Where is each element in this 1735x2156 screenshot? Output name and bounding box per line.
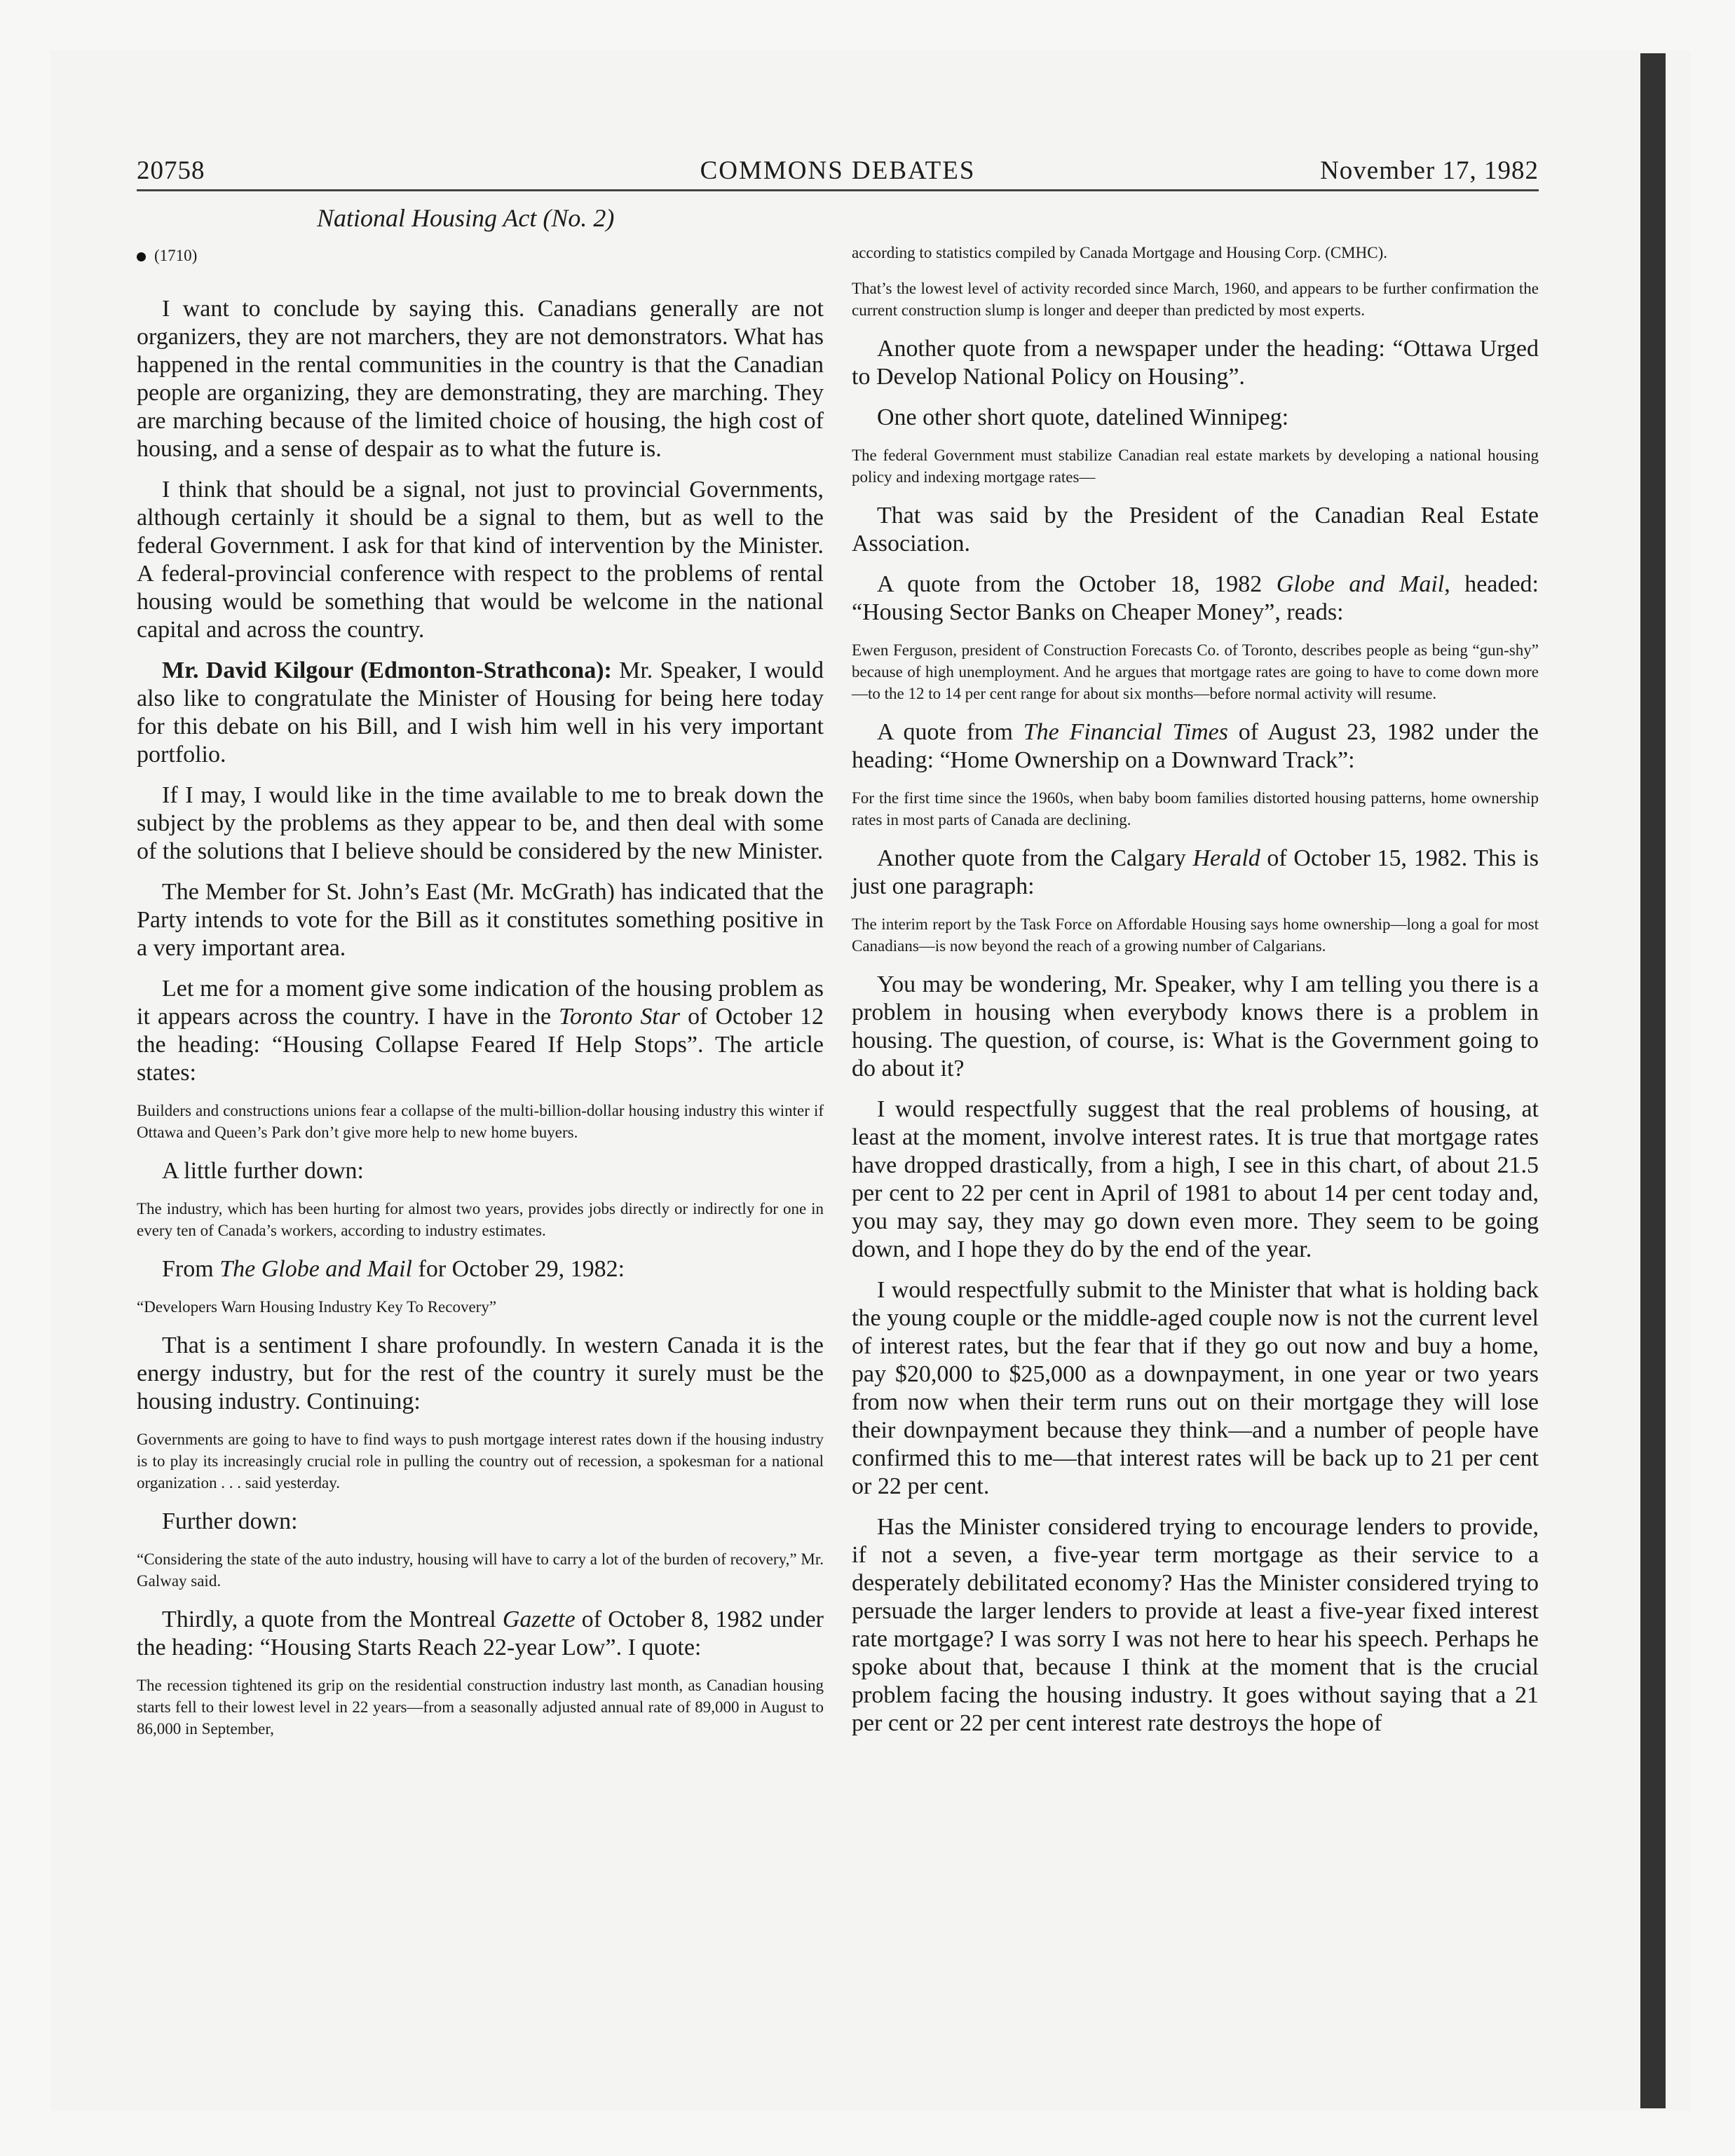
paragraph	[137, 1255, 824, 1283]
publication-name: The Globe and Mail	[219, 1256, 412, 1282]
publication-name: Globe and Mail	[1276, 571, 1445, 597]
paragraph-text: Thirdly, a quote from the Montreal	[162, 1606, 503, 1632]
paragraph-text: of October 12 the heading: “Housing Collapse Feared If Help Stops”. The article states:	[137, 1004, 824, 1086]
left-column-body	[137, 295, 824, 1740]
paragraph-text: A quote from	[877, 719, 1023, 745]
page-header	[137, 153, 1539, 191]
time-marker-text: (1710)	[154, 247, 198, 264]
bullet-icon	[137, 252, 146, 261]
publication-name: Herald	[1192, 845, 1260, 871]
paragraph: That was said by the President of the Canadian Real Estate Association.	[852, 503, 1539, 557]
block-quote: The federal Government must stabilize Canadian real estate markets by developing a national housing policy and indexing mortgage rates—	[852, 446, 1539, 486]
paragraph-text: of October 8, 1982 under the heading: “Housing Starts Reach 22-year Low”. I quote:	[137, 1606, 824, 1660]
paragraph: I would respectfully submit to the Minister that what is holding back the young couple or the middle-aged couple now is not the current level of interest rates, but the fear that if they go out now and buy a home, pay $20,000 to $25,000 as a downpayment, in one year or two years from now when their term runs out on their mortgage they will lose their downpayment because they think—and a number of people have confirmed this to me—that interest rates will be back up to 21 per cent or 22 per cent.	[852, 1277, 1539, 1499]
right-column-body	[852, 242, 1539, 1738]
publication-name: Toronto Star	[559, 1004, 681, 1030]
paragraph-text: Let me for a moment give some indication of the housing problem as it appears across the country. I have in the	[137, 976, 824, 1030]
speaker-text: Mr. Speaker, I would also like to congratulate the Minister of Housing for being here today for this debate on his Bill, and I wish him well in his very important portfolio.	[137, 657, 824, 767]
time-marker	[137, 242, 824, 270]
paragraph: I would respectfully suggest that the real problems of housing, at least at the moment, involve interest rates. It is true that mortgage rates have dropped drastically, from a high, I see in this chart, of about 21.5 per cent to 22 per cent in April of 1981 to about 14 per cent today and, you may say, they may go down even more. They seem to be going down, and I hope they do by the end of the year.	[852, 1096, 1539, 1262]
paragraph	[852, 845, 1539, 901]
block-quote: For the first time since the 1960s, when baby boom families distorted housing patterns, home ownership rates in most parts of Canada are declining.	[852, 789, 1539, 828]
paragraph-text: of August 23, 1982 under the heading: “Home Ownership on a Downward Track”:	[852, 719, 1539, 773]
block-quote: “Considering the state of the auto industry, housing will have to carry a lot of the burden of recovery,” Mr. Galway said.	[137, 1550, 824, 1590]
block-quote: according to statistics compiled by Canada Mortgage and Housing Corp. (CMHC).	[852, 244, 1387, 261]
paragraph	[137, 1606, 824, 1662]
paragraph: If I may, I would like in the time available to me to break down the subject by the problems as they appear to be, and then deal with some of the solutions that I believe should be considered by the new Minister.	[137, 782, 824, 864]
paragraph: Further down:	[162, 1508, 298, 1534]
block-quote: The interim report by the Task Force on Affordable Housing says home ownership—long a goal for most Canadians—is now beyond the reach of a growing number of Calgarians.	[852, 915, 1539, 955]
publication-name: Gazette	[502, 1606, 576, 1632]
paragraph: Another quote from a newspaper under the heading: “Ottawa Urged to Develop National Policy on Housing”.	[852, 336, 1539, 390]
paragraph-text: Another quote from the Calgary	[877, 845, 1193, 871]
paragraph-text: for October 29, 1982:	[412, 1256, 625, 1282]
paragraph	[852, 571, 1539, 627]
block-quote: “Developers Warn Housing Industry Key To Recovery”	[137, 1298, 497, 1316]
paragraph: Has the Minister considered trying to encourage lenders to provide, if not a seven, a five-year term mortgage as their service to a desperately debilitated economy? Has the Minister considered trying to persuade the larger lenders to provide at least a five-year fixed interest rate mortgage? I was sorry I was not here to hear his speech. Perhaps he spoke about that, because I think at the moment that is the crucial problem facing the housing industry. It goes without saying that a 21 per cent or 22 per cent interest rate destroys the hope of	[852, 1514, 1539, 1736]
block-quote: Builders and constructions unions fear a collapse of the multi-billion-dollar housing industry this winter if Ottawa and Queen’s Park don’t give more help to new home buyers.	[137, 1102, 824, 1141]
speaker-name: Mr. David Kilgour (Edmonton-Strathcona):	[162, 657, 612, 683]
paragraph: One other short quote, datelined Winnipeg:	[877, 404, 1289, 430]
right-column	[852, 242, 1539, 1750]
paragraph: A little further down:	[162, 1158, 365, 1184]
left-column	[137, 242, 824, 1754]
paragraph-text: , headed: “Housing Sector Banks on Cheaper Money”, reads:	[852, 571, 1539, 625]
publication-title: COMMONS DEBATES	[700, 156, 976, 185]
paragraph	[137, 975, 824, 1087]
running-head: National Housing Act (No. 2)	[317, 204, 615, 232]
paragraph-text: From	[162, 1256, 220, 1282]
block-quote: Governments are going to have to find ways to push mortgage interest rates down if the housing industry is to play its increasingly crucial role in pulling the country out of recession, a spokesman for a national organization . . . said yesterday.	[137, 1431, 824, 1492]
block-quote: The recession tightened its grip on the residential construction industry last month, as Canadian housing starts fell to their lowest level in 22 years—from a seasonally adjusted annual rate of 89,000 in August to 86,000 in September,	[137, 1677, 824, 1738]
publication-name: The Financial Times	[1023, 719, 1228, 745]
paragraph: That is a sentiment I share profoundly. In western Canada it is the energy industry, but for the rest of the country it surely must be the housing industry. Continuing:	[137, 1332, 824, 1414]
block-quote: Ewen Ferguson, president of Construction Forecasts Co. of Toronto, describes people as being “gun-shy” because of high unemployment. And he argues that mortgage rates are going to have to come down more—to the 12 to 14 per cent range for about six months—before normal activity will resume.	[852, 641, 1539, 702]
paragraph: I think that should be a signal, not just to provincial Governments, although certainly it should be a signal to them, but as well to the federal Government. I ask for that kind of intervention by the Minister. A federal-provincial conference with respect to the problems of rental housing would be something that would be welcome in the national capital and across the country.	[137, 477, 824, 643]
paragraph-text: of October 15, 1982. This is just one paragraph:	[852, 845, 1539, 899]
speaker-paragraph	[137, 657, 824, 769]
paragraph	[852, 718, 1539, 775]
scan-edge-shadow	[1640, 53, 1666, 2108]
paragraph: You may be wondering, Mr. Speaker, why I am telling you there is a problem in housing when everybody knows there is a problem in housing. The question, of course, is: What is the Government going to do about it?	[852, 971, 1539, 1082]
publication-date: November 17, 1982	[1320, 156, 1539, 185]
paragraph: I want to conclude by saying this. Canadians generally are not organizers, they are not marchers, they are not demonstrators. What has happened in the rental communities in the country is that the Canadian people are organizing, they are demonstrating, they are marching. They are marching because of the limited choice of housing, the high cost of housing, and a sense of despair as to what the future is.	[137, 296, 824, 462]
block-quote: The industry, which has been hurting for almost two years, provides jobs directly or indirectly for one in every ten of Canada’s workers, according to industry estimates.	[137, 1200, 824, 1239]
block-quote: That’s the lowest level of activity recorded since March, 1960, and appears to be further confirmation the current construction slump is longer and deeper than predicted by most experts.	[852, 280, 1539, 319]
page-number: 20758	[137, 156, 205, 185]
paragraph: The Member for St. John’s East (Mr. McGrath) has indicated that the Party intends to vote for the Bill as it constitutes something positive in a very important area.	[137, 879, 824, 961]
paragraph-text: A quote from the October 18, 1982	[877, 571, 1277, 597]
